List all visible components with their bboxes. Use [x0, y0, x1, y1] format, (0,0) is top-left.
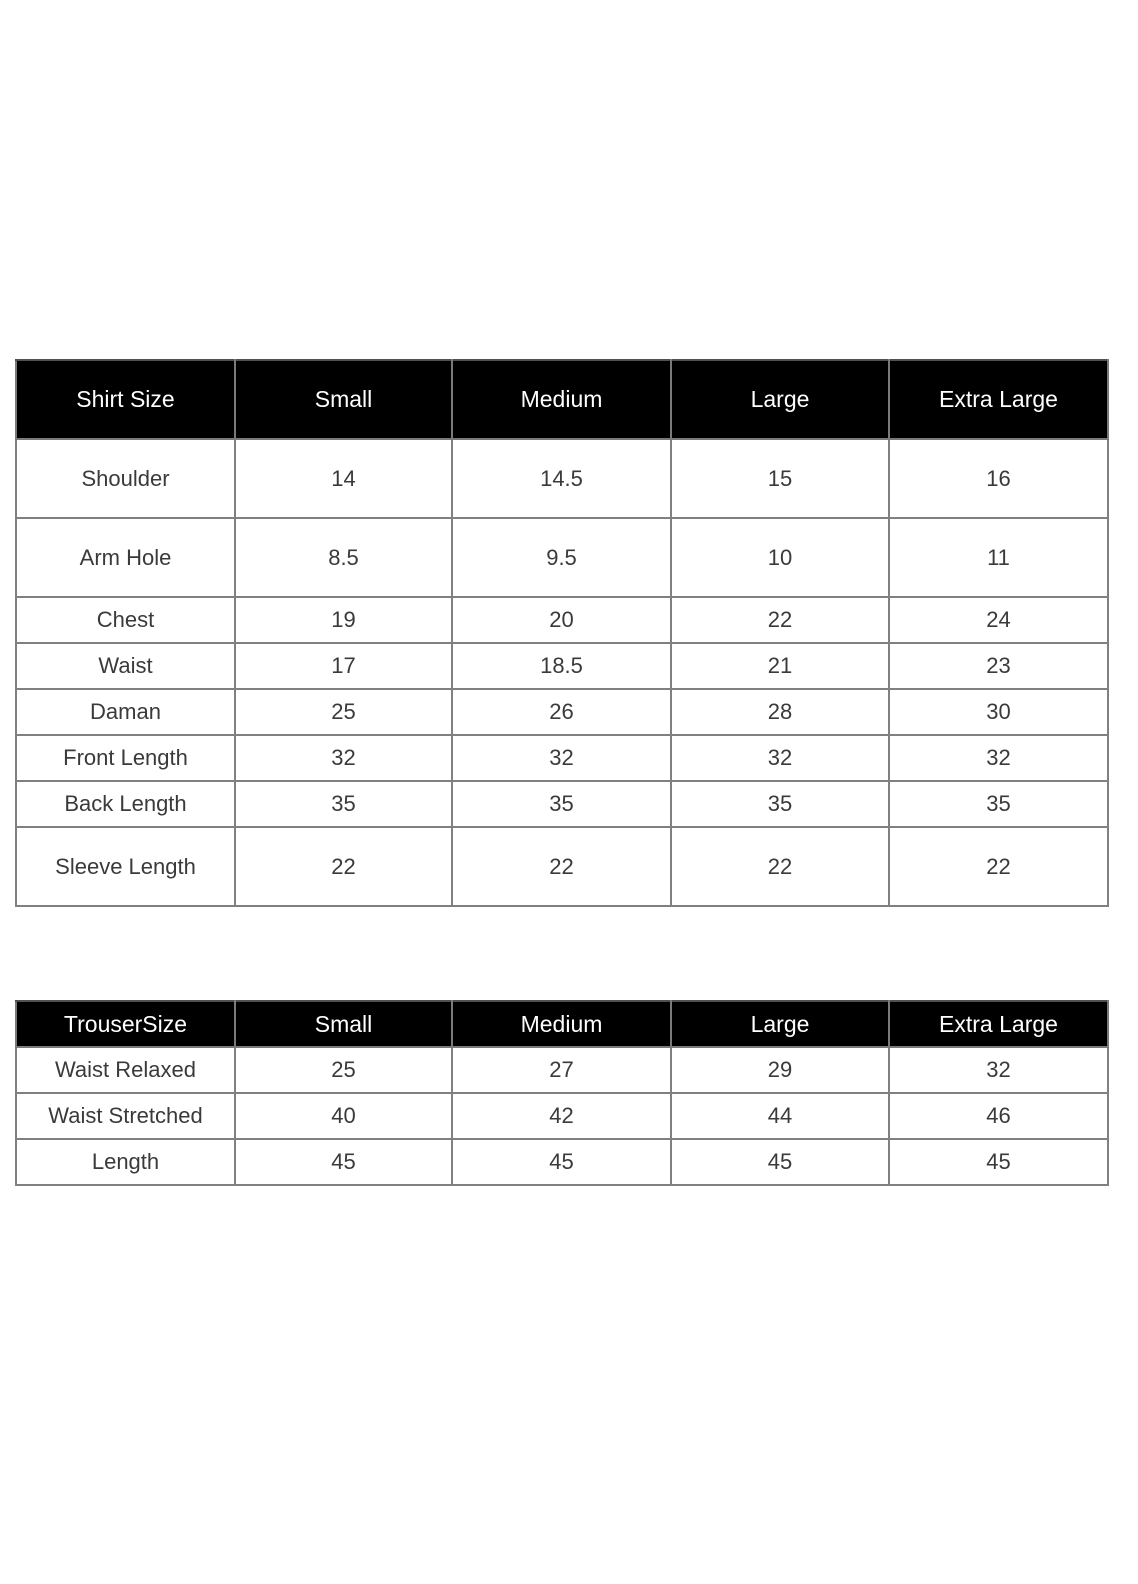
row-label: Sleeve Length — [16, 827, 235, 906]
table-cell: 45 — [452, 1139, 671, 1185]
table-cell: 29 — [671, 1047, 889, 1093]
table-cell: 14 — [235, 439, 452, 518]
table-cell: 15 — [671, 439, 889, 518]
row-label: Waist Relaxed — [16, 1047, 235, 1093]
trouser-header-cell: Large — [671, 1001, 889, 1047]
table-cell: 18.5 — [452, 643, 671, 689]
table-cell: 35 — [889, 781, 1108, 827]
table-cell: 9.5 — [452, 518, 671, 597]
table-cell: 20 — [452, 597, 671, 643]
table-cell: 32 — [889, 735, 1108, 781]
table-cell: 17 — [235, 643, 452, 689]
table-cell: 22 — [671, 827, 889, 906]
trouser-header-cell: Extra Large — [889, 1001, 1108, 1047]
table-cell: 35 — [235, 781, 452, 827]
shirt-header-cell: Small — [235, 360, 452, 439]
row-label: Length — [16, 1139, 235, 1185]
table-cell: 45 — [671, 1139, 889, 1185]
row-label: Waist — [16, 643, 235, 689]
table-cell: 21 — [671, 643, 889, 689]
table-row — [16, 597, 1108, 643]
table-cell: 23 — [889, 643, 1108, 689]
table-cell: 28 — [671, 689, 889, 735]
row-label: Shoulder — [16, 439, 235, 518]
table-row — [16, 1139, 1108, 1185]
table-cell: 11 — [889, 518, 1108, 597]
row-label: Arm Hole — [16, 518, 235, 597]
table-cell: 16 — [889, 439, 1108, 518]
table-row — [16, 439, 1108, 518]
table-cell: 40 — [235, 1093, 452, 1139]
table-cell: 32 — [452, 735, 671, 781]
trouser-header-cell: Small — [235, 1001, 452, 1047]
table-cell: 46 — [889, 1093, 1108, 1139]
table-cell: 32 — [235, 735, 452, 781]
table-row — [16, 518, 1108, 597]
table-cell: 30 — [889, 689, 1108, 735]
table-row — [16, 689, 1108, 735]
table-cell: 24 — [889, 597, 1108, 643]
table-row — [16, 781, 1108, 827]
table-row — [16, 735, 1108, 781]
table-cell: 10 — [671, 518, 889, 597]
table-cell: 27 — [452, 1047, 671, 1093]
shirt-header-row — [16, 360, 1108, 439]
table-cell: 22 — [235, 827, 452, 906]
trouser-size-table — [15, 1000, 1109, 1186]
shirt-header-cell: Shirt Size — [16, 360, 235, 439]
table-cell: 44 — [671, 1093, 889, 1139]
table-cell: 8.5 — [235, 518, 452, 597]
table-cell: 45 — [235, 1139, 452, 1185]
shirt-header-cell: Medium — [452, 360, 671, 439]
table-cell: 42 — [452, 1093, 671, 1139]
table-cell: 25 — [235, 689, 452, 735]
table-row — [16, 1047, 1108, 1093]
table-cell: 22 — [671, 597, 889, 643]
table-cell: 22 — [452, 827, 671, 906]
trouser-header-cell: Medium — [452, 1001, 671, 1047]
table-cell: 32 — [889, 1047, 1108, 1093]
trouser-header-cell: TrouserSize — [16, 1001, 235, 1047]
table-cell: 14.5 — [452, 439, 671, 518]
row-label: Waist Stretched — [16, 1093, 235, 1139]
shirt-header-cell: Extra Large — [889, 360, 1108, 439]
table-cell: 22 — [889, 827, 1108, 906]
table-cell: 45 — [889, 1139, 1108, 1185]
row-label: Back Length — [16, 781, 235, 827]
table-row — [16, 1093, 1108, 1139]
table-row — [16, 643, 1108, 689]
row-label: Front Length — [16, 735, 235, 781]
table-cell: 25 — [235, 1047, 452, 1093]
table-cell: 26 — [452, 689, 671, 735]
shirt-size-table — [15, 359, 1109, 907]
table-cell: 35 — [452, 781, 671, 827]
trouser-header-row — [16, 1001, 1108, 1047]
table-cell: 19 — [235, 597, 452, 643]
table-row — [16, 827, 1108, 906]
table-cell: 32 — [671, 735, 889, 781]
row-label: Daman — [16, 689, 235, 735]
table-cell: 35 — [671, 781, 889, 827]
row-label: Chest — [16, 597, 235, 643]
shirt-header-cell: Large — [671, 360, 889, 439]
